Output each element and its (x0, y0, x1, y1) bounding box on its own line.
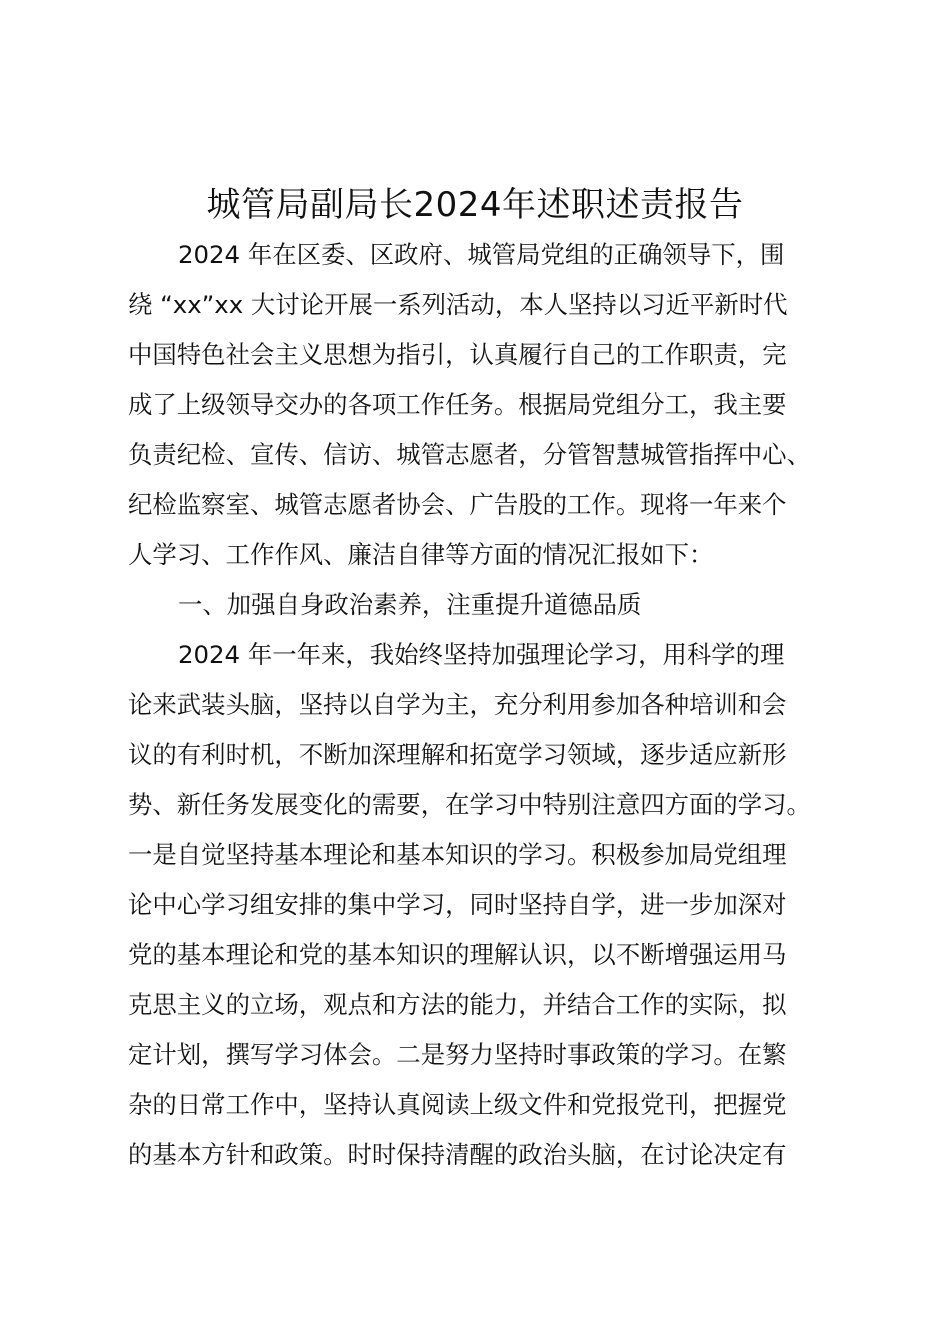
document-title: 城管局副局长2024年述职述责报告 (206, 185, 744, 225)
paragraph-line: 一是自觉坚持基本理论和基本知识的学习。积极参加局党组理 (128, 840, 787, 869)
paragraph-line: 的基本方针和政策。时时保持清醒的政治头脑，在讨论决定有 (128, 1140, 787, 1169)
paragraph-line: 论中心学习组安排的集中学习，同时坚持自学，进一步加深对 (128, 890, 787, 919)
paragraph-line: 2024 年在区委、区政府、城管局党组的正确领导下，围 (178, 240, 785, 269)
document-body (128, 230, 838, 1180)
section-heading: 一、加强自身政治素养，注重提升道德品质 (178, 590, 642, 619)
paragraph-line: 克思主义的立场，观点和方法的能力，并结合工作的实际，拟 (128, 990, 787, 1019)
paragraph-line: 议的有利时机，不断加深理解和拓宽学习领域，逐步适应新形 (128, 740, 787, 769)
paragraph-line: 负责纪检、宣传、信访、城管志愿者，分管智慧城管指挥中心、 (128, 440, 811, 469)
paragraph-line: 绕 “xx”xx 大讨论开展一系列活动，本人坚持以习近平新时代 (128, 290, 788, 319)
paragraph-line: 势、新任务发展变化的需要，在学习中特别注意四方面的学习。 (128, 790, 811, 819)
paragraph-line: 杂的日常工作中，坚持认真阅读上级文件和党报党刊，把握党 (128, 1090, 787, 1119)
paragraph-line: 论来武装头脑，坚持以自学为主，充分利用参加各种培训和会 (128, 690, 787, 719)
paragraph-line: 中国特色社会主义思想为指引，认真履行自己的工作职责，完 (128, 340, 787, 369)
paragraph-line: 成了上级领导交办的各项工作任务。根据局党组分工，我主要 (128, 390, 787, 419)
paragraph-line: 2024 年一年来，我始终坚持加强理论学习，用科学的理 (178, 640, 785, 669)
paragraph-line: 党的基本理论和党的基本知识的理解认识，以不断增强运用马 (128, 940, 787, 969)
paragraph-line: 定计划，撰写学习体会。二是努力坚持时事政策的学习。在繁 (128, 1040, 787, 1069)
paragraph-line: 人学习、工作作风、廉洁自律等方面的情况汇报如下： (128, 540, 714, 569)
paragraph-line: 纪检监察室、城管志愿者协会、广告股的工作。现将一年来个 (128, 490, 787, 519)
